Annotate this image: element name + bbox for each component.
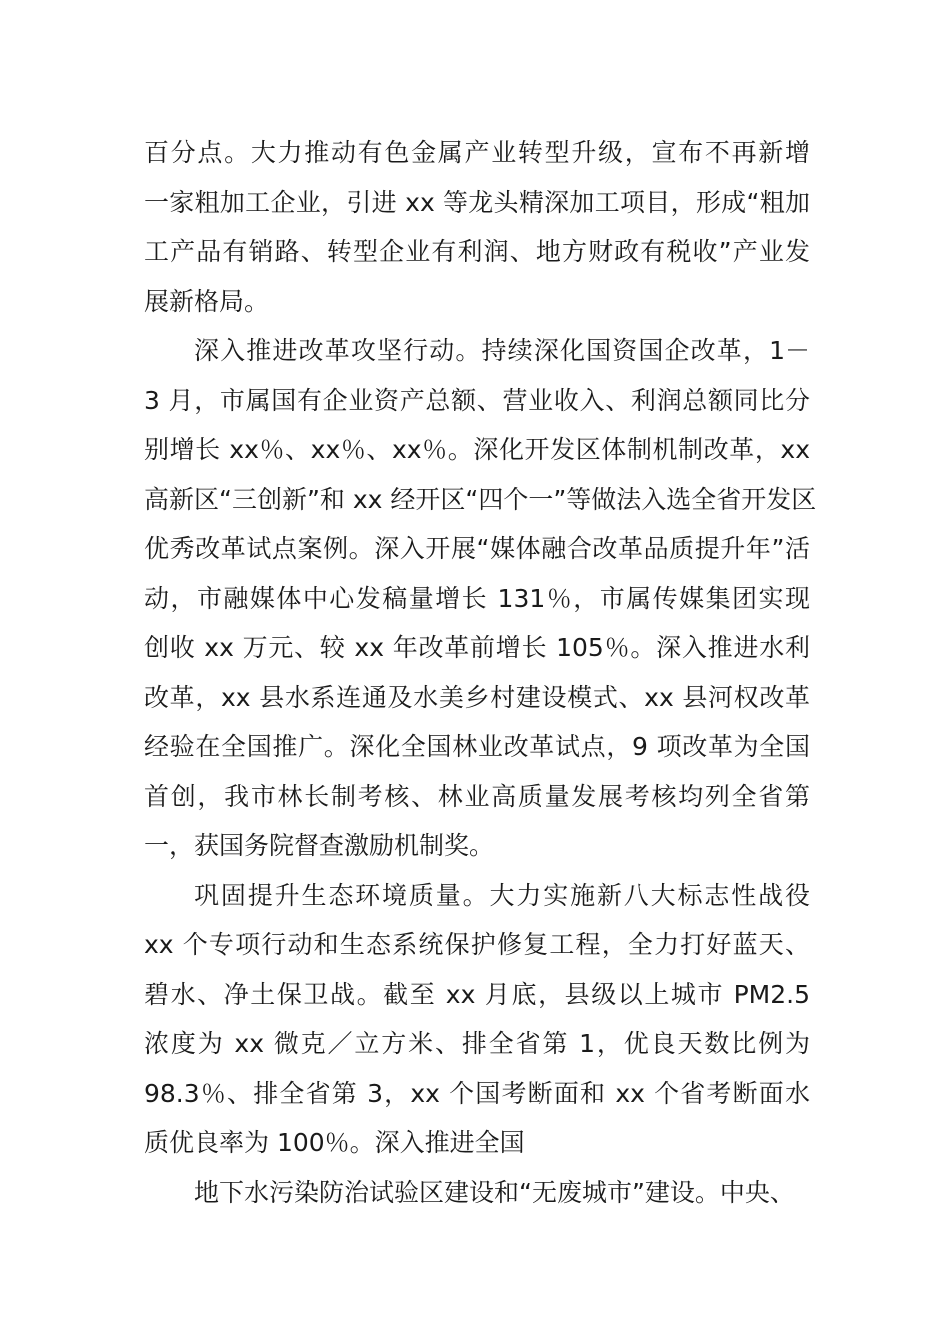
paragraph-3-line-5: 98.3％、排全省第 3，xx 个国考断面和 xx 个省考断面水 <box>144 1078 810 1108</box>
paragraph-3-line-1: 巩固提升生态环境质量。大力实施新八大标志性战役 <box>194 880 810 910</box>
paragraph-2-line-2: 3 月，市属国有企业资产总额、营业收入、利润总额同比分 <box>144 385 810 415</box>
paragraph-2-line-9: 经验在全国推广。深化全国林业改革试点，9 项改革为全国 <box>144 732 810 761</box>
paragraph-1-line-4: 展新格局。 <box>144 286 270 316</box>
paragraph-3-line-3: 碧水、净土保卫战。截至 xx 月底，县级以上城市 PM2.5 <box>144 979 810 1009</box>
paragraph-1-line-2: 一家粗加工企业，引进 xx 等龙头精深加工项目，形成“粗加 <box>144 187 810 217</box>
paragraph-2-line-11: 一，获国务院督查激励机制奖。 <box>144 831 495 860</box>
paragraph-2-line-1: 深入推进改革攻坚行动。持续深化国资国企改革，1－ <box>194 336 810 365</box>
paragraph-3-line-4: 浓度为 xx 微克／立方米、排全省第 1，优良天数比例为 <box>144 1029 810 1058</box>
paragraph-2-line-8: 改革，xx 县水系连通及水美乡村建设模式、xx 县河权改革 <box>144 682 810 712</box>
paragraph-2-line-3: 别增长 xx％、xx％、xx％。深化开发区体制机制改革，xx <box>144 435 810 464</box>
paragraph-3-line-6: 质优良率为 100％。深入推进全国 <box>144 1128 525 1157</box>
paragraph-1-line-3: 工产品有销路、转型企业有利润、地方财政有税收”产业发 <box>144 237 810 266</box>
paragraph-3-line-2: xx 个专项行动和生态系统保护修复工程，全力打好蓝天、 <box>144 930 810 959</box>
paragraph-2-line-5: 优秀改革试点案例。深入开展“媒体融合改革品质提升年”活 <box>144 534 810 563</box>
paragraph-1-line-1: 百分点。大力推动有色金属产业转型升级，宣布不再新增 <box>144 138 810 167</box>
paragraph-2-line-6: 动，市融媒体中心发稿量增长 131％，市属传媒集团实现 <box>144 583 810 613</box>
paragraph-2-line-4: 高新区“三创新”和 xx 经开区“四个一”等做法入选全省开发区 <box>144 484 817 514</box>
paragraph-2-line-7: 创收 xx 万元、较 xx 年改革前增长 105％。深入推进水利 <box>144 633 810 662</box>
paragraph-2-line-10: 首创，我市林长制考核、林业高质量发展考核均列全省第 <box>144 781 810 811</box>
paragraph-4-line-1: 地下水污染防治试验区建设和“无废城市”建设。中央、 <box>194 1177 795 1207</box>
document-body <box>144 128 817 1217</box>
